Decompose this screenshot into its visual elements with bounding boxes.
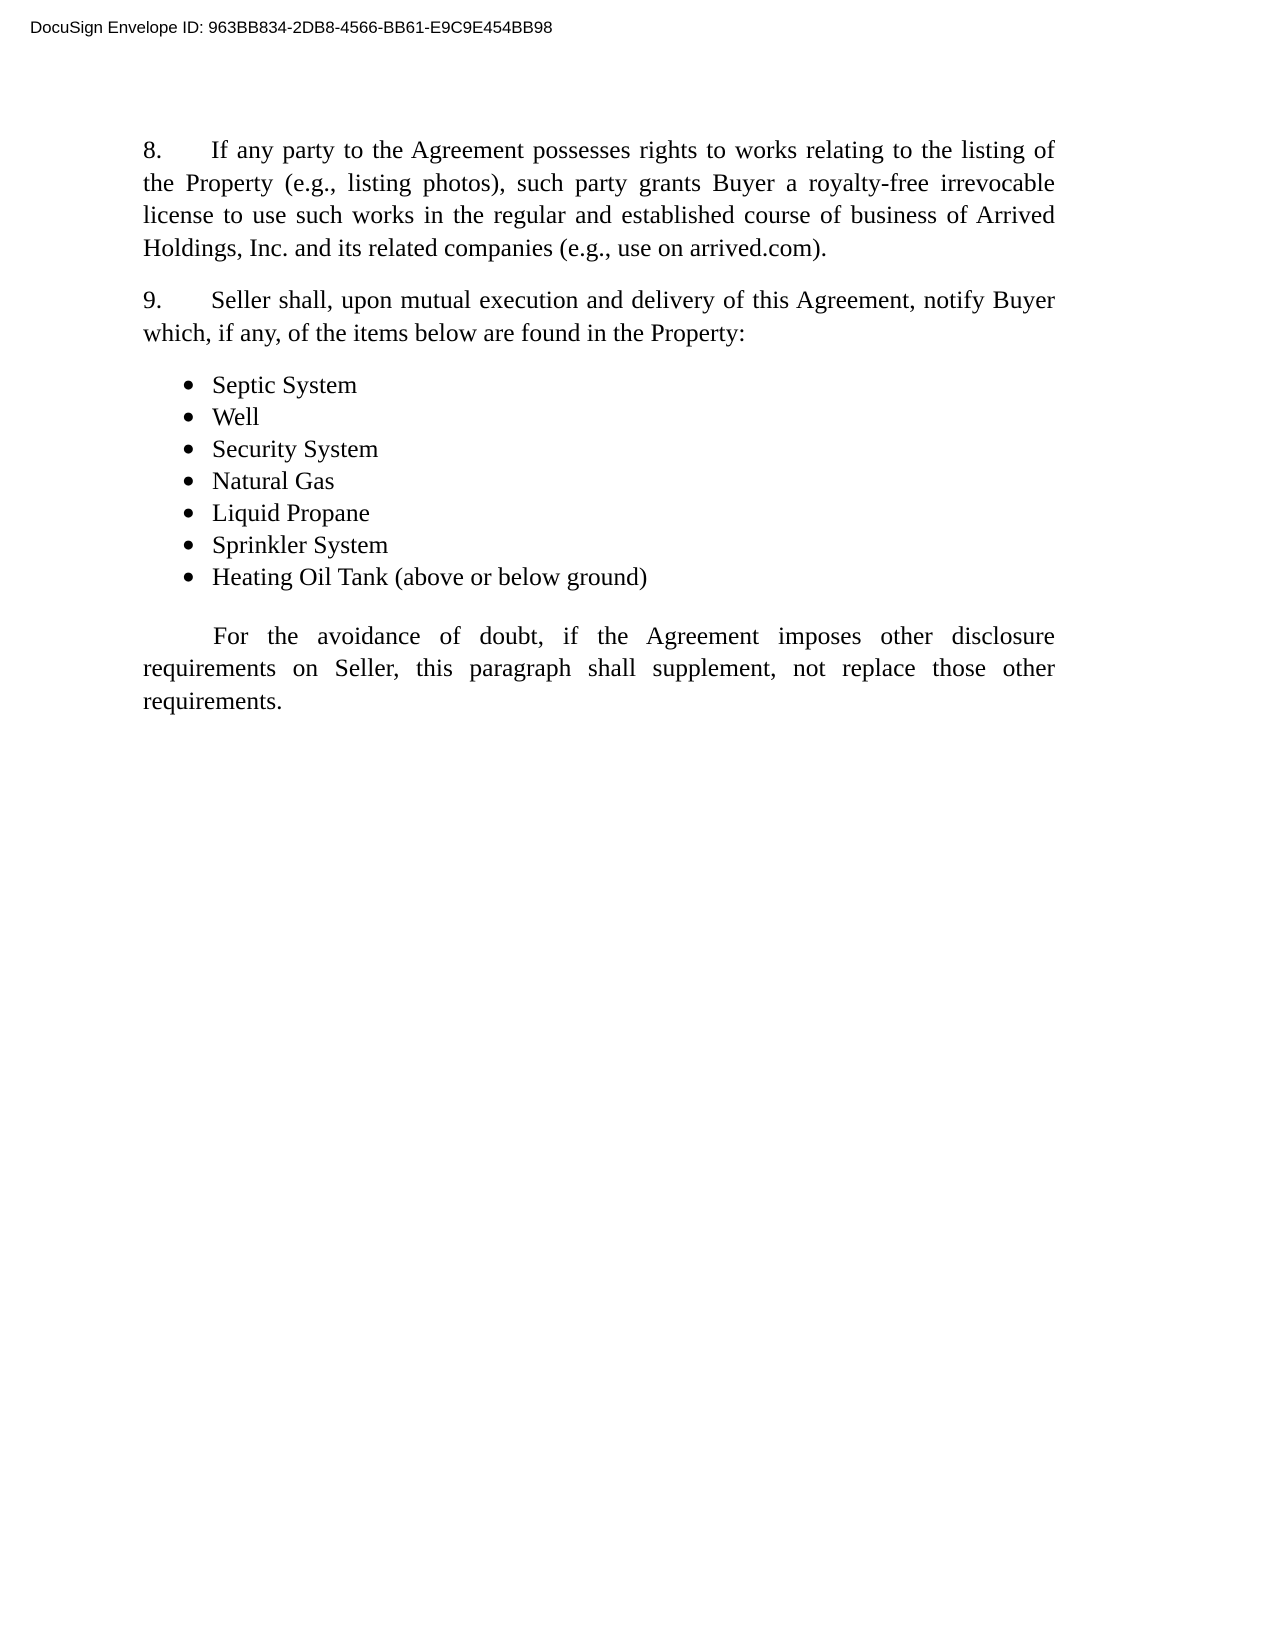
list-item-label: Natural Gas	[212, 466, 335, 495]
list-item	[143, 561, 1055, 593]
list-item	[143, 497, 1055, 529]
list-item	[143, 433, 1055, 465]
paragraph-9-text: Seller shall, upon mutual execution and delivery of this Agreement, notify Buyer which, if any, of the items below are found in the Property:	[143, 285, 1055, 347]
paragraph-8-text: If any party to the Agreement possesses rights to works relating to the listing of the Property (e.g., listing photos), such party grants Buyer a royalty-free irrevocable license to use such works in the regular and established course of business of Arrived Holdings, Inc. and its related companies (e.g., use on arrived.com).	[143, 135, 1055, 262]
paragraph-9-number: 9.	[143, 285, 163, 314]
paragraph-8	[143, 134, 1055, 264]
closing-paragraph: For the avoidance of doubt, if the Agreement imposes other disclosure requirements on Seller, this paragraph shall supplement, not replace those other requirements.	[143, 620, 1055, 715]
property-items-list	[143, 369, 1055, 593]
paragraph-8-number: 8.	[143, 135, 163, 164]
bullet-icon: ●	[182, 500, 195, 524]
bullet-icon: ●	[182, 436, 195, 460]
list-item	[143, 529, 1055, 561]
list-item-label: Septic System	[212, 370, 358, 399]
list-item	[143, 369, 1055, 401]
paragraph-9	[143, 284, 1055, 349]
list-item	[143, 465, 1055, 497]
bullet-icon: ●	[182, 532, 195, 556]
list-item-label: Liquid Propane	[212, 498, 370, 527]
bullet-icon: ●	[182, 564, 195, 588]
list-item-label: Heating Oil Tank (above or below ground)	[212, 562, 648, 591]
docusign-envelope-id-stamp: DocuSign Envelope ID: 963BB834-2DB8-4566-BB61-E9C9E454BB98	[30, 18, 553, 37]
list-item-label: Well	[212, 402, 260, 431]
bullet-icon: ●	[182, 468, 195, 492]
bullet-icon: ●	[182, 404, 195, 428]
list-item-label: Security System	[212, 434, 379, 463]
bullet-icon: ●	[182, 372, 195, 396]
list-item	[143, 401, 1055, 433]
document-body	[143, 134, 1055, 717]
list-item-label: Sprinkler System	[212, 530, 389, 559]
